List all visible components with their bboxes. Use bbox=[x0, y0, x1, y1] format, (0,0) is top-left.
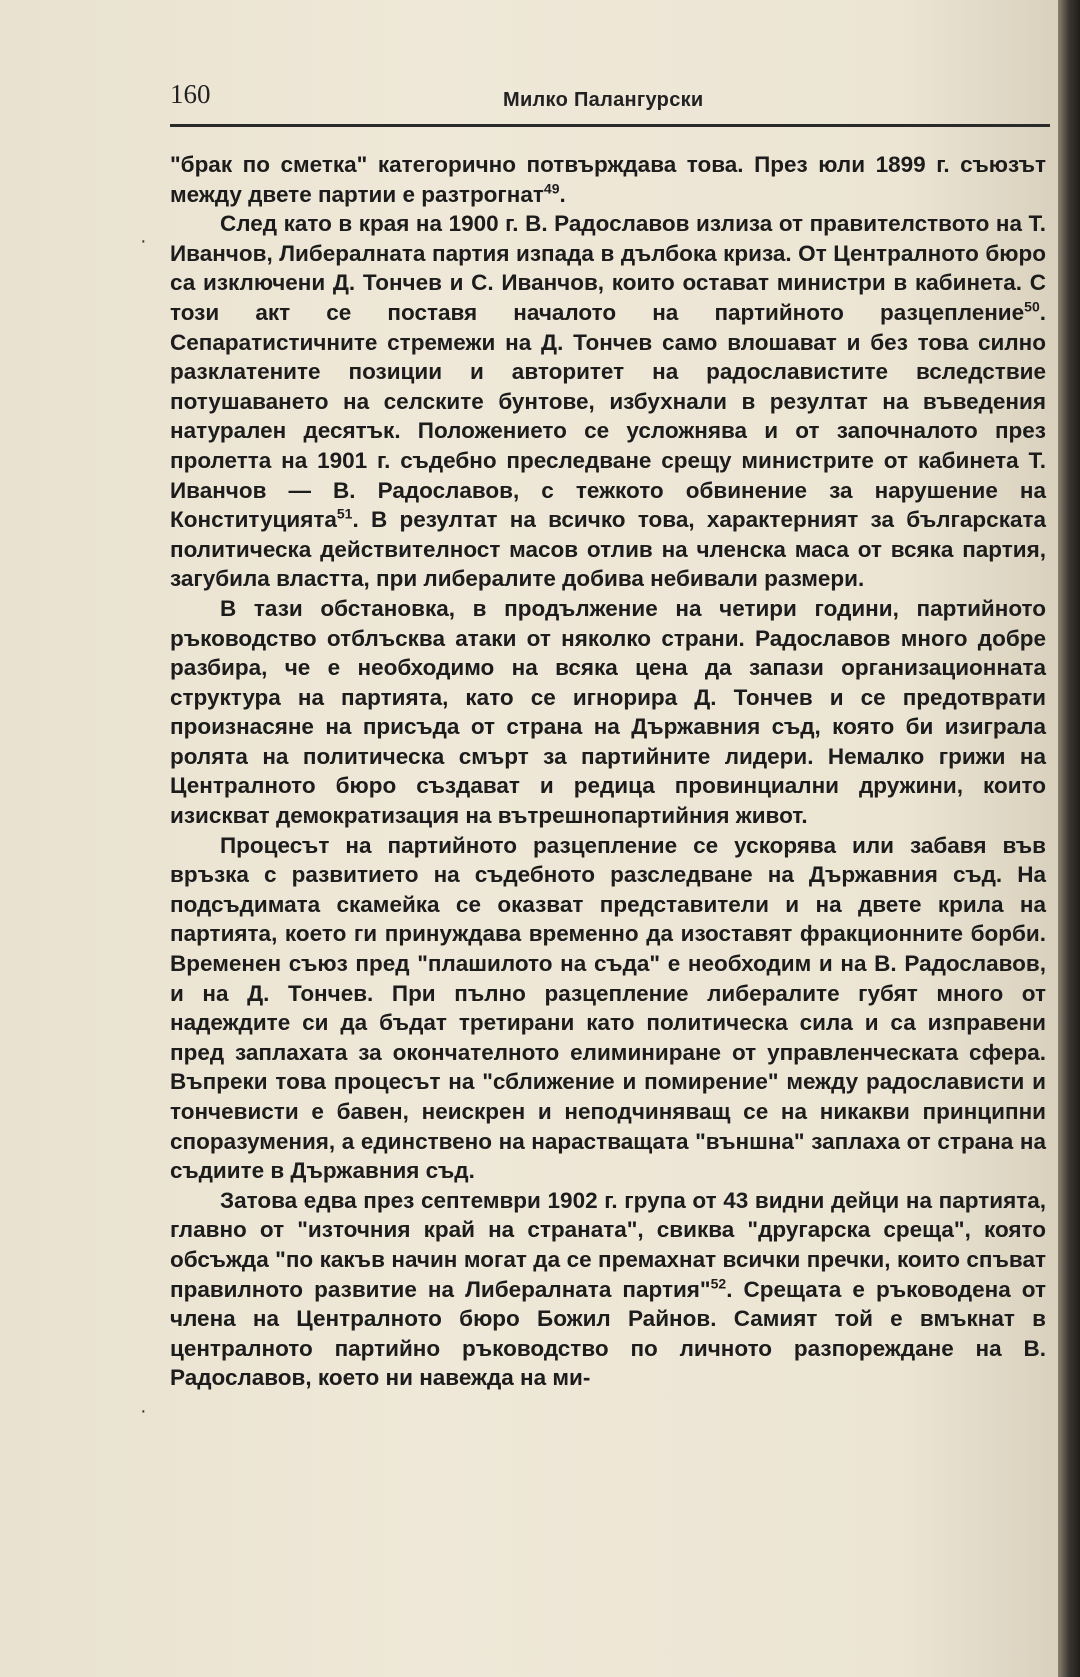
paragraph bbox=[170, 831, 1046, 1186]
body-text bbox=[170, 150, 1046, 1393]
page-number: 160 bbox=[170, 79, 211, 109]
paragraph-text: В тази обстановка, в продължение на четири години, партийното ръководство отблъсква атаки от няколко страни. Радославов много добре разбира, че е необходимо на всяка цена да запази организационната структура на партията, като се игнорира Д. Тончев и се предотврати произнасяне на присъда от страна на Държавния съд, която би изиграла ролята на политическа смърт за партийните лидери. Немалко грижи на Централното бюро създават и редица провинциални дружини, които изискват демократизация на вътрешнопартийния живот. bbox=[170, 595, 1046, 829]
footnote-ref: 50 bbox=[1024, 298, 1040, 315]
paragraph-text: Процесът на партийното разцепление се ускорява или забавя във връзка с развитието на съдебното разследване на Държавния съд. На подсъдимата скамейка се оказват представители и на двете крила на партията, което ги принуждава временно да изоставят фракционните борби. Временен съюз пред "плашилото на съда" е необходим и на В. Радославов, и на Д. Тончев. При пълно разцепление либералите губят много от надеждите си да бъдат третирани като политическа сила и са изправени пред заплахата за окончателното елиминиране от управленческата сфера. Въпреки това процесът на "сближение и помирение" между радослависти и тончевисти е бавен, неискрен и неподчиняващ се на никакви принципни споразумения, а единствено на нарастващата "външна" заплаха от страна на съдиите в Държавния съд. bbox=[170, 832, 1046, 1184]
page-header bbox=[170, 75, 1050, 125]
paragraph-text: След като в края на 1900 г. В. Радославов излиза от правителството на Т. Иванчов, Либералната партия изпада в дълбока криза. От Централното бюро са изключени Д. Тончев и С. Иванчов, които остават министри в кабинета. С този акт се поставя началото на партийното разцепление bbox=[170, 211, 1046, 325]
running-head: Милко Палангурски bbox=[503, 89, 704, 111]
footnote-ref: 52 bbox=[710, 1275, 727, 1292]
footnote-ref: 51 bbox=[336, 505, 353, 522]
paragraph-text: . Сепаратистичните стремежи на Д. Тончев само влошават и без това силно разклатените позиции и авторитет на радославистите вследствие потушаването на селските бунтове, избухнали в резултат на въведения натурален десятък. Положението се усложнява и от започналото през пролетта на 1901 г. съдебно преследване срещу министрите от кабинета Т. Иванчов — В. Радославов, с тежкото обвинение за нарушение на Конституцията bbox=[170, 299, 1046, 533]
paragraph-text: . Срещата е ръководена от члена на Централното бюро Божил Райнов. Самият той е вмъкнат в централното партийно ръководство по личното разпореждане на В. Радославов, което ни навежда на ми- bbox=[170, 1276, 1046, 1391]
book-spine-edge bbox=[1058, 0, 1080, 1677]
margin-mark: · bbox=[140, 230, 147, 252]
margin-mark: · bbox=[140, 1400, 147, 1422]
paragraph-text: Затова едва през септември 1902 г. група от 43 видни дейци на партията, главно от "източния край на страната", свиква "другарска среща", която обсъжда "по какъв начин могат да се премахнат всички пречки, които спъват правилното развитие на Либералната партия" bbox=[170, 1187, 1046, 1302]
paragraph bbox=[170, 150, 1046, 209]
paragraph bbox=[170, 594, 1046, 831]
paragraph-text: "брак по сметка" категорично потвърждава това. През юли 1899 г. съюзът между двете партии е разтрогнат bbox=[170, 152, 1046, 207]
paragraph bbox=[170, 1186, 1046, 1393]
paragraph-text: . В резултат на всичко това, характерният за българската политическа действителност масов отлив на членска маса от всяка партия, загубила властта, при либералите добива небивали размери. bbox=[170, 507, 1046, 592]
footnote-ref: 49 bbox=[543, 180, 560, 197]
paragraph bbox=[170, 209, 1046, 594]
paragraph-text: . bbox=[559, 181, 566, 207]
header-rule bbox=[170, 124, 1050, 127]
